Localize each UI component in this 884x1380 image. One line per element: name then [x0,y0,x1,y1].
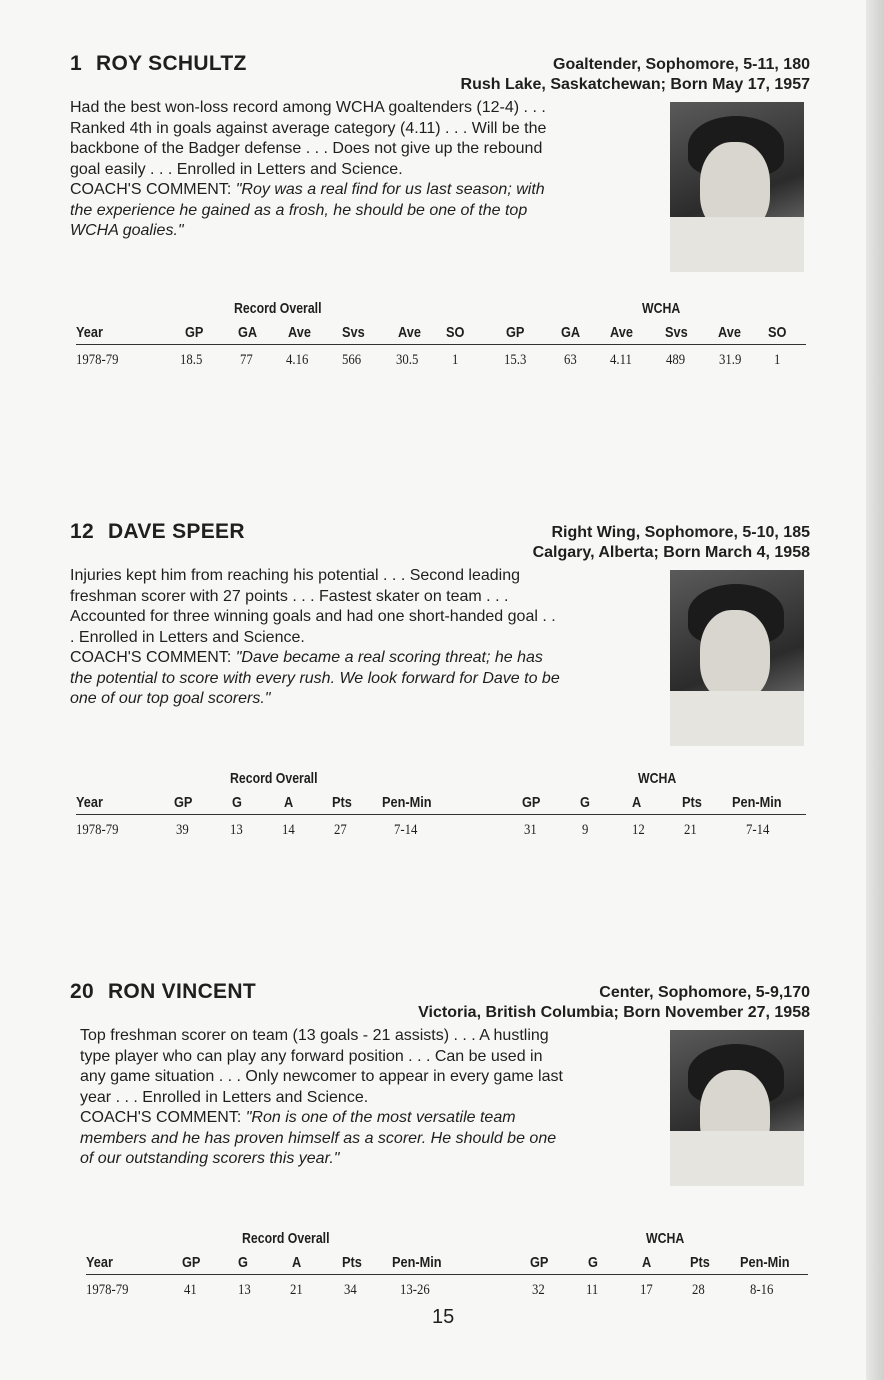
header-rule [86,1274,808,1275]
col-header: Ave [288,324,311,341]
stat-cell: 7-14 [746,822,770,838]
coach-comment: "Ron is one of the most versatile team members and he has proven himself as a scorer. He should be one of our outstanding scorers this year." [80,1109,557,1167]
player-ron-vincent [70,980,810,1298]
overall-label: Record Overall [242,1230,330,1247]
col-header: Pen-Min [740,1254,790,1271]
stat-cell: 4.16 [286,352,309,368]
stat-cell: 1978-79 [86,1282,129,1298]
stat-cell: 30.5 [396,352,419,368]
stat-cell: 7-14 [394,822,418,838]
wcha-label: WCHA [638,770,677,787]
player-name: DAVE SPEER [107,520,245,543]
col-header: Pts [682,794,702,811]
page-number: 15 [432,1306,455,1328]
player-bio [80,1026,570,1170]
stat-cell: 77 [240,352,253,368]
player-hometown: Calgary, Alberta; Born March 4, 1958 [532,544,810,561]
stat-cell: 63 [564,352,577,368]
col-header: A [632,794,642,811]
stats-row [76,822,806,842]
player-position: Right Wing, Sophomore, 5-10, 185 [551,524,810,541]
bio-text: Top freshman scorer on team (13 goals - 21 assists) . . . A hustling type player who can play any forward position . . . Can be used in any game situation . . . Only newcomer to appear in every game last year . . . Enrolled in Letters and Science. [80,1027,563,1106]
col-header: Year [76,324,103,341]
stat-cell: 39 [176,822,189,838]
player-position: Center, Sophomore, 5-9,170 [599,984,810,1001]
stat-cell: 11 [586,1282,599,1298]
stat-cell: 4.11 [610,352,632,368]
comment-label: COACH'S COMMENT: [70,649,232,666]
col-header: Ave [718,324,741,341]
col-header: Pen-Min [392,1254,442,1271]
stat-cell: 18.5 [180,352,203,368]
col-header: SO [446,324,465,341]
player-bio [70,98,560,242]
stat-cell: 41 [184,1282,197,1298]
stat-cell: 14 [282,822,295,838]
stat-cell: 9 [582,822,589,838]
col-header: Year [86,1254,113,1271]
stats-row [86,1282,816,1302]
stat-cell: 15.3 [504,352,527,368]
stat-cell: 17 [640,1282,653,1298]
stat-cell: 489 [666,352,686,368]
stat-cell: 566 [342,352,362,368]
overall-label: Record Overall [230,770,318,787]
col-header: G [232,794,242,811]
col-header: A [284,794,294,811]
player-header [70,52,810,76]
stat-cell: 32 [532,1282,545,1298]
stat-cell: 31.9 [719,352,742,368]
player-header [70,980,810,1004]
coach-comment: "Roy was a real find for us last season; with the experience he gained as a frosh, he should be one of the top WCHA goalies." [70,181,545,239]
stat-cell: 12 [632,822,645,838]
col-header: Svs [665,324,688,341]
overall-label: Record Overall [234,300,322,317]
col-header: Pen-Min [732,794,782,811]
col-header: G [580,794,590,811]
stat-cell: 13-26 [400,1282,430,1298]
player-number: 1 [70,52,82,75]
player-dave-speer [70,520,810,838]
col-header: Pts [332,794,352,811]
player-photo [670,102,804,272]
stat-cell: 1 [452,352,459,368]
col-header: G [238,1254,248,1271]
stat-cell: 31 [524,822,537,838]
col-header: Pen-Min [382,794,432,811]
stat-cell: 13 [238,1282,251,1298]
player-header [70,520,810,544]
player-number: 12 [70,520,94,543]
stat-cell: 1978-79 [76,352,119,368]
stat-cell: 34 [344,1282,357,1298]
comment-label: COACH'S COMMENT: [70,181,232,198]
col-header: Ave [610,324,633,341]
col-header: Svs [342,324,365,341]
comment-label: COACH'S COMMENT: [80,1109,242,1126]
player-name: ROY SCHULTZ [95,52,247,75]
col-header: Pts [342,1254,362,1271]
col-header: Pts [690,1254,710,1271]
col-header: Year [76,794,103,811]
stat-cell: 28 [692,1282,705,1298]
player-number: 20 [70,980,94,1003]
stat-cell: 1978-79 [76,822,119,838]
coach-comment: "Dave became a real scoring threat; he has the potential to score with every rush. We look forward for Dave to be one of our top goal scorers." [70,649,560,707]
col-header: A [292,1254,302,1271]
col-header: GP [530,1254,549,1271]
player-photo [670,1030,804,1186]
stats-header-row [76,794,806,814]
bio-text: Had the best won-loss record among WCHA goaltenders (12-4) . . . Ranked 4th in goals against average category (4.11) . . . Will be the backbone of the Badger defense . . . Does not give up the rebound goal easily . . . Enrolled in Letters and Science. [70,99,547,178]
player-name: RON VINCENT [107,980,256,1003]
bio-text: Injuries kept him from reaching his potential . . . Second leading freshman scorer with 27 points . . . Fastest skater on team . . . Accounted for three winning goals and had one short-handed goal . . . Enrolled in Letters and Science. [70,567,556,646]
player-hometown: Rush Lake, Saskatchewan; Born May 17, 1957 [460,76,810,93]
col-header: GA [561,324,581,341]
wcha-label: WCHA [642,300,681,317]
col-header: Ave [398,324,421,341]
player-bio [70,566,560,710]
stat-cell: 27 [334,822,347,838]
wcha-label: WCHA [646,1230,685,1247]
player-photo [670,570,804,746]
col-header: GA [238,324,258,341]
header-rule [76,814,806,815]
stats-header-row [76,324,806,344]
col-header: GP [174,794,193,811]
stats-header-row [86,1254,816,1274]
col-header: GP [185,324,204,341]
col-header: GP [506,324,525,341]
col-header: GP [522,794,541,811]
player-hometown: Victoria, British Columbia; Born November 27, 1958 [418,1004,810,1021]
col-header: A [642,1254,652,1271]
col-header: G [588,1254,598,1271]
player-position: Goaltender, Sophomore, 5-11, 180 [553,56,810,73]
stat-cell: 8-16 [750,1282,774,1298]
header-rule [76,344,806,345]
stat-cell: 1 [774,352,781,368]
col-header: SO [768,324,787,341]
player-roy-schultz [70,52,810,368]
stat-cell: 13 [230,822,243,838]
stat-cell: 21 [684,822,697,838]
stats-row [76,352,806,372]
stat-cell: 21 [290,1282,303,1298]
col-header: GP [182,1254,201,1271]
